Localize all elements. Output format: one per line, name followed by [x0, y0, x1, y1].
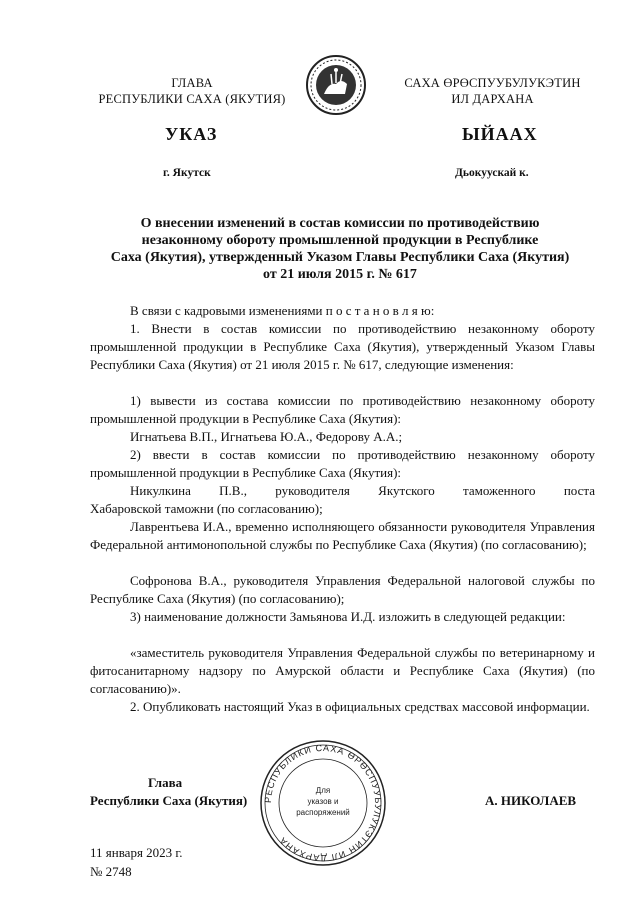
- signature-role-line1: Глава: [148, 775, 183, 790]
- stamp-inner-line1: Для: [315, 786, 331, 795]
- city-sakha: Дьокуускай к.: [455, 167, 529, 179]
- document-title: [70, 215, 610, 283]
- paragraph-subitem-2: 2) ввести в состав комиссии по противодействию незаконному обороту промышленной продукции в Республике Саха (Якутия):: [90, 447, 595, 480]
- paragraph-new-position: «заместитель руководителя Управления Федеральной службы по ветеринарному и фитосанитарному надзору по Амурской области и Республике Саха (Якутия) (по согласованию)».: [90, 645, 595, 696]
- decree-number: № 2748: [90, 864, 132, 879]
- coat-of-arms-emblem: [305, 54, 367, 116]
- stamp-outer-text: РЕСПУБЛИКИ САХА ӨРӨСПУУБУЛУКЭТИН ИЛ ДАРХАНА: [262, 742, 384, 864]
- decree-label-ru: УКАЗ: [165, 124, 218, 144]
- paragraph-item-2: 2. Опубликовать настоящий Указ в официальных средствах массовой информации.: [130, 699, 590, 714]
- paragraph-member-1-line1: Никулкина П.В., руководителя Якутского таможенного поста: [130, 483, 595, 498]
- title-line-4: от 21 июля 2015 г. № 617: [263, 267, 417, 282]
- paragraph-item-1: 1. Внести в состав комиссии по противодействию незаконному обороту промышленной продукции в Республике Саха (Якутия), утвержденный Указом Главы Республики Саха (Якутия) от 21 июля 2015 г. № 617, следующие изменения:: [90, 321, 595, 372]
- official-stamp: [258, 738, 388, 868]
- paragraph-subitem-1: 1) вывести из состава комиссии по противодействию незаконному обороту промышленной продукции в Республике Саха (Якутия):: [90, 393, 595, 426]
- header-left: [82, 75, 302, 107]
- title-line-2: незаконному обороту промышленной продукции в Республике: [141, 233, 539, 248]
- header-right-line2: ИЛ ДАРХАНА: [451, 92, 534, 106]
- decree-label-sakha: ЫЙААХ: [462, 124, 538, 144]
- paragraph-intro: В связи с кадровыми изменениями п о с т а н о в л я ю:: [130, 303, 435, 318]
- city-ru: г. Якутск: [163, 167, 211, 179]
- signature-name: А. НИКОЛАЕВ: [485, 793, 577, 808]
- title-line-1: О внесении изменений в состав комиссии по противодействию: [140, 216, 540, 231]
- decree-date: 11 января 2023 г.: [90, 845, 183, 860]
- title-line-3: Саха (Якутия), утвержденный Указом Главы Республики Саха (Якутия): [110, 250, 570, 265]
- paragraph-member-3: Софронова В.А., руководителя Управления Федеральной налоговой службы по Республике Саха (Якутия) (по согласованию);: [90, 573, 595, 606]
- header-left-line1: ГЛАВА: [171, 76, 213, 90]
- signature-role-line2: Республики Саха (Якутия): [90, 793, 248, 808]
- paragraph-member-2: Лаврентьева И.А., временно исполняющего обязанности руководителя Управления Федеральной антимонопольной службы по Республике Саха (Якутия) (по согласованию);: [90, 519, 595, 552]
- header-left-line2: РЕСПУБЛИКИ САХА (ЯКУТИЯ): [98, 92, 286, 106]
- stamp-inner-line3: распоряжений: [296, 808, 350, 817]
- header-right-line1: САХА ӨРӨСПУУБУЛУКЭТИН: [404, 76, 581, 90]
- stamp-inner-line2: указов и: [307, 797, 339, 806]
- paragraph-subitem-3: 3) наименование должности Замьянова И.Д. изложить в следующей редакции:: [130, 609, 566, 624]
- paragraph-removed-members: Игнатьева В.П., Игнатьева Ю.А., Федорову А.А.;: [130, 429, 403, 444]
- header-right: [385, 75, 600, 107]
- paragraph-member-1-line2: Хабаровской таможни (по согласованию);: [90, 501, 323, 516]
